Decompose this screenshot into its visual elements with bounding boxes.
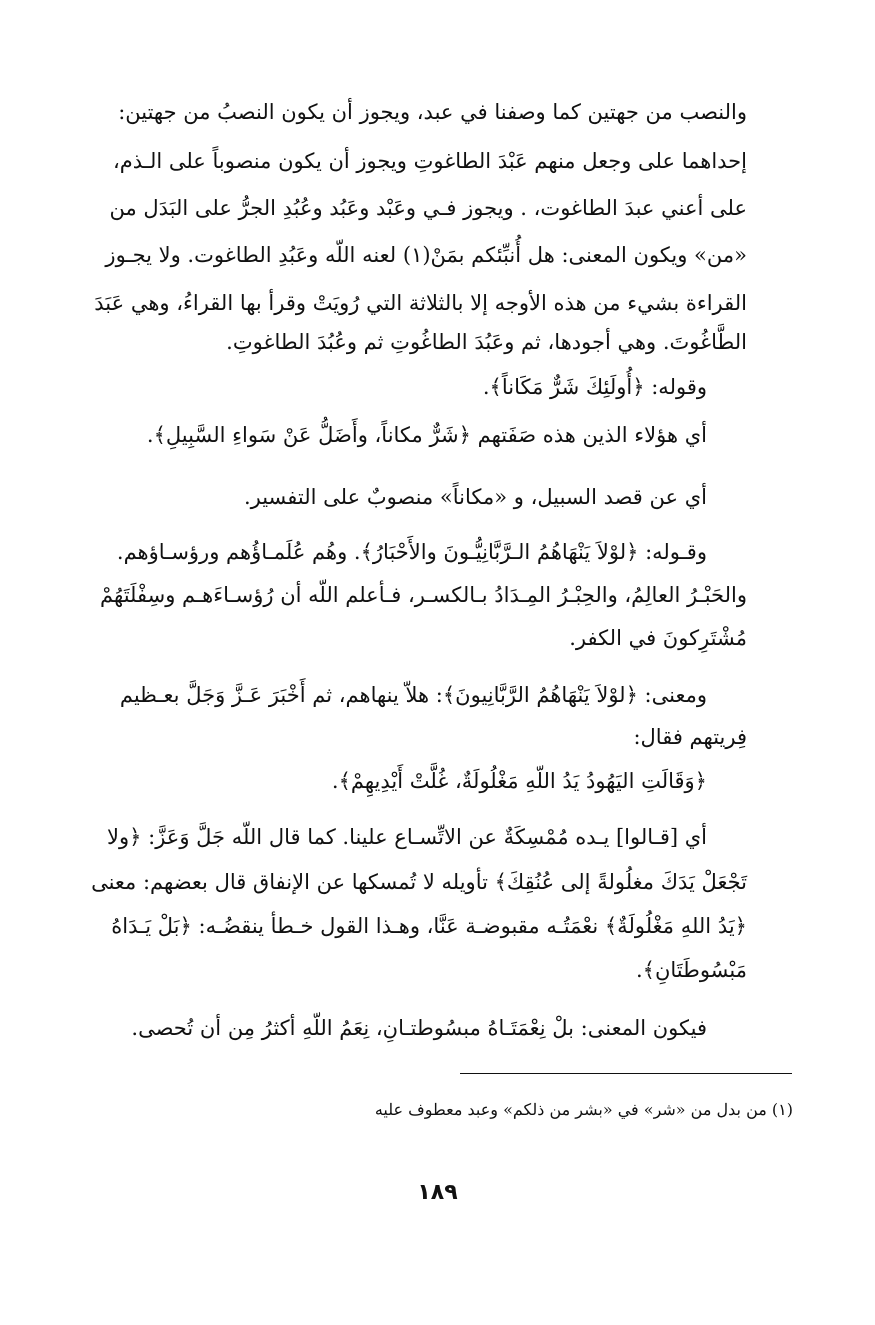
- footnote: (١) من بدل من «شر» في «بشر من ذلكم» وعبد معطوف عليه: [374, 1100, 793, 1119]
- text-line-19: مَبْسُوطَتَانِ﴾.: [635, 958, 747, 982]
- text-line-18: ﴿يَدُ اللهِ مَغْلُولَةٌ﴾ نعْمَتُـه مقبوضـة عَنَّا، وهـذا القول خـطأ ينقضُـه: ﴿بَلْ يَـدَاهُ: [111, 914, 747, 938]
- text-line-6: الطَّاغُوتَ. وهي أجودها، ثم وعَبُدَ الطاغُوتِ ثم وعُبُدَ الطاغوتِ.: [226, 330, 747, 354]
- text-line-12: مُشْتَرِكونَ في الكفر.: [569, 626, 747, 650]
- page-number: ١٨٩: [417, 1180, 458, 1205]
- text-line-13: ومعنى: ﴿لوْلاَ يَنْهَاهُمُ الرَّبَّانِيونَ﴾: هلاّ ينهاهم، ثم أَخْبَرَ عَـزَّ وَجَلَّ بعـظيم: [119, 683, 707, 707]
- tafsir-line: أي عن قصد السبيل، و «مكاناً» منصوبٌ على التفسير.: [243, 485, 707, 509]
- verse-quote-line: ﴿وَقَالَتِ اليَهُودُ يَدُ اللّهِ مَغْلُولَةٌ، غُلَّتْ أَيْدِيهِمْ﴾.: [331, 769, 707, 793]
- verse-explanation-line: أي هؤلاء الذين هذه صَفَتهم ﴿شَرٌّ مكاناً، وأَضَلُّ عَنْ سَواءِ السَّبِيلِ﴾.: [146, 423, 707, 447]
- text-line-2: إحداهما على وجعل منهم عَبْدَ الطاغوتِ ويجوز أن يكون منصوباً على الـذم،: [112, 149, 747, 173]
- text-line-14: فِريتهم فقال:: [633, 725, 747, 749]
- text-line-1: والنصب من جهتين كما وصفنا في عبد، ويجوز أن يكون النصبُ من جهتين:: [118, 100, 747, 124]
- text-line-16: أي [قـالوا] يـده مُمْسِكَةٌ عن الاتِّسـاع علينا. كما قال اللّه جَلَّ وَعَزَّ: ﴿ولا: [107, 825, 707, 849]
- verse-intro-line: وقوله: ﴿أُولَئِكَ شَرٌّ مَكَاناً﴾.: [482, 375, 707, 399]
- text-line-10: وقـوله: ﴿لوْلاَ يَنْهَاهُمُ الـرَّبَّانِيُّـونَ والأَحْبَارُ﴾. وهُم عُلَمـاؤُهم ورؤسـاؤهم.: [116, 540, 707, 564]
- text-line-17: تَجْعَلْ يَدَكَ مغلُولةً إلى عُنُقِكَ﴾ تأويله لا تُمسكها عن الإنفاق قال بعضهم: معنى: [91, 870, 747, 894]
- text-line-5: القراءة بشيء من هذه الأوجه إلا بالثلاثة التي رُويَتْ وقرأ بها القراءُ، وهي عَبَدَ: [94, 291, 747, 315]
- text-line-4: «من» ويكون المعنى: هل أُنبِّئكم بمَنْ(١) لعنه اللّه وعَبُدِ الطاغوت. ولا يجـوز: [105, 243, 747, 267]
- text-line-3: على أعني عبدَ الطاغوت، . ويجوز فـي وعَبْد وعَبُد وعُبُدِ الجرُّ على البَدَل من: [109, 196, 747, 220]
- text-line-20: فيكون المعنى: بلْ نِعْمَتَـاهُ مبسُوطتـانِ، نِعَمُ اللّهِ أكثرُ مِن أن تُحصى.: [131, 1016, 707, 1040]
- footnote-divider: [460, 1073, 792, 1074]
- text-line-11: والحَبْـرُ العالِمُ، والحِبْـرُ المِـدَادُ بـالكسـر، فـأعلم اللّه أن رُؤسـاءَهـم وسِفْلَتَهُمْ: [100, 583, 747, 607]
